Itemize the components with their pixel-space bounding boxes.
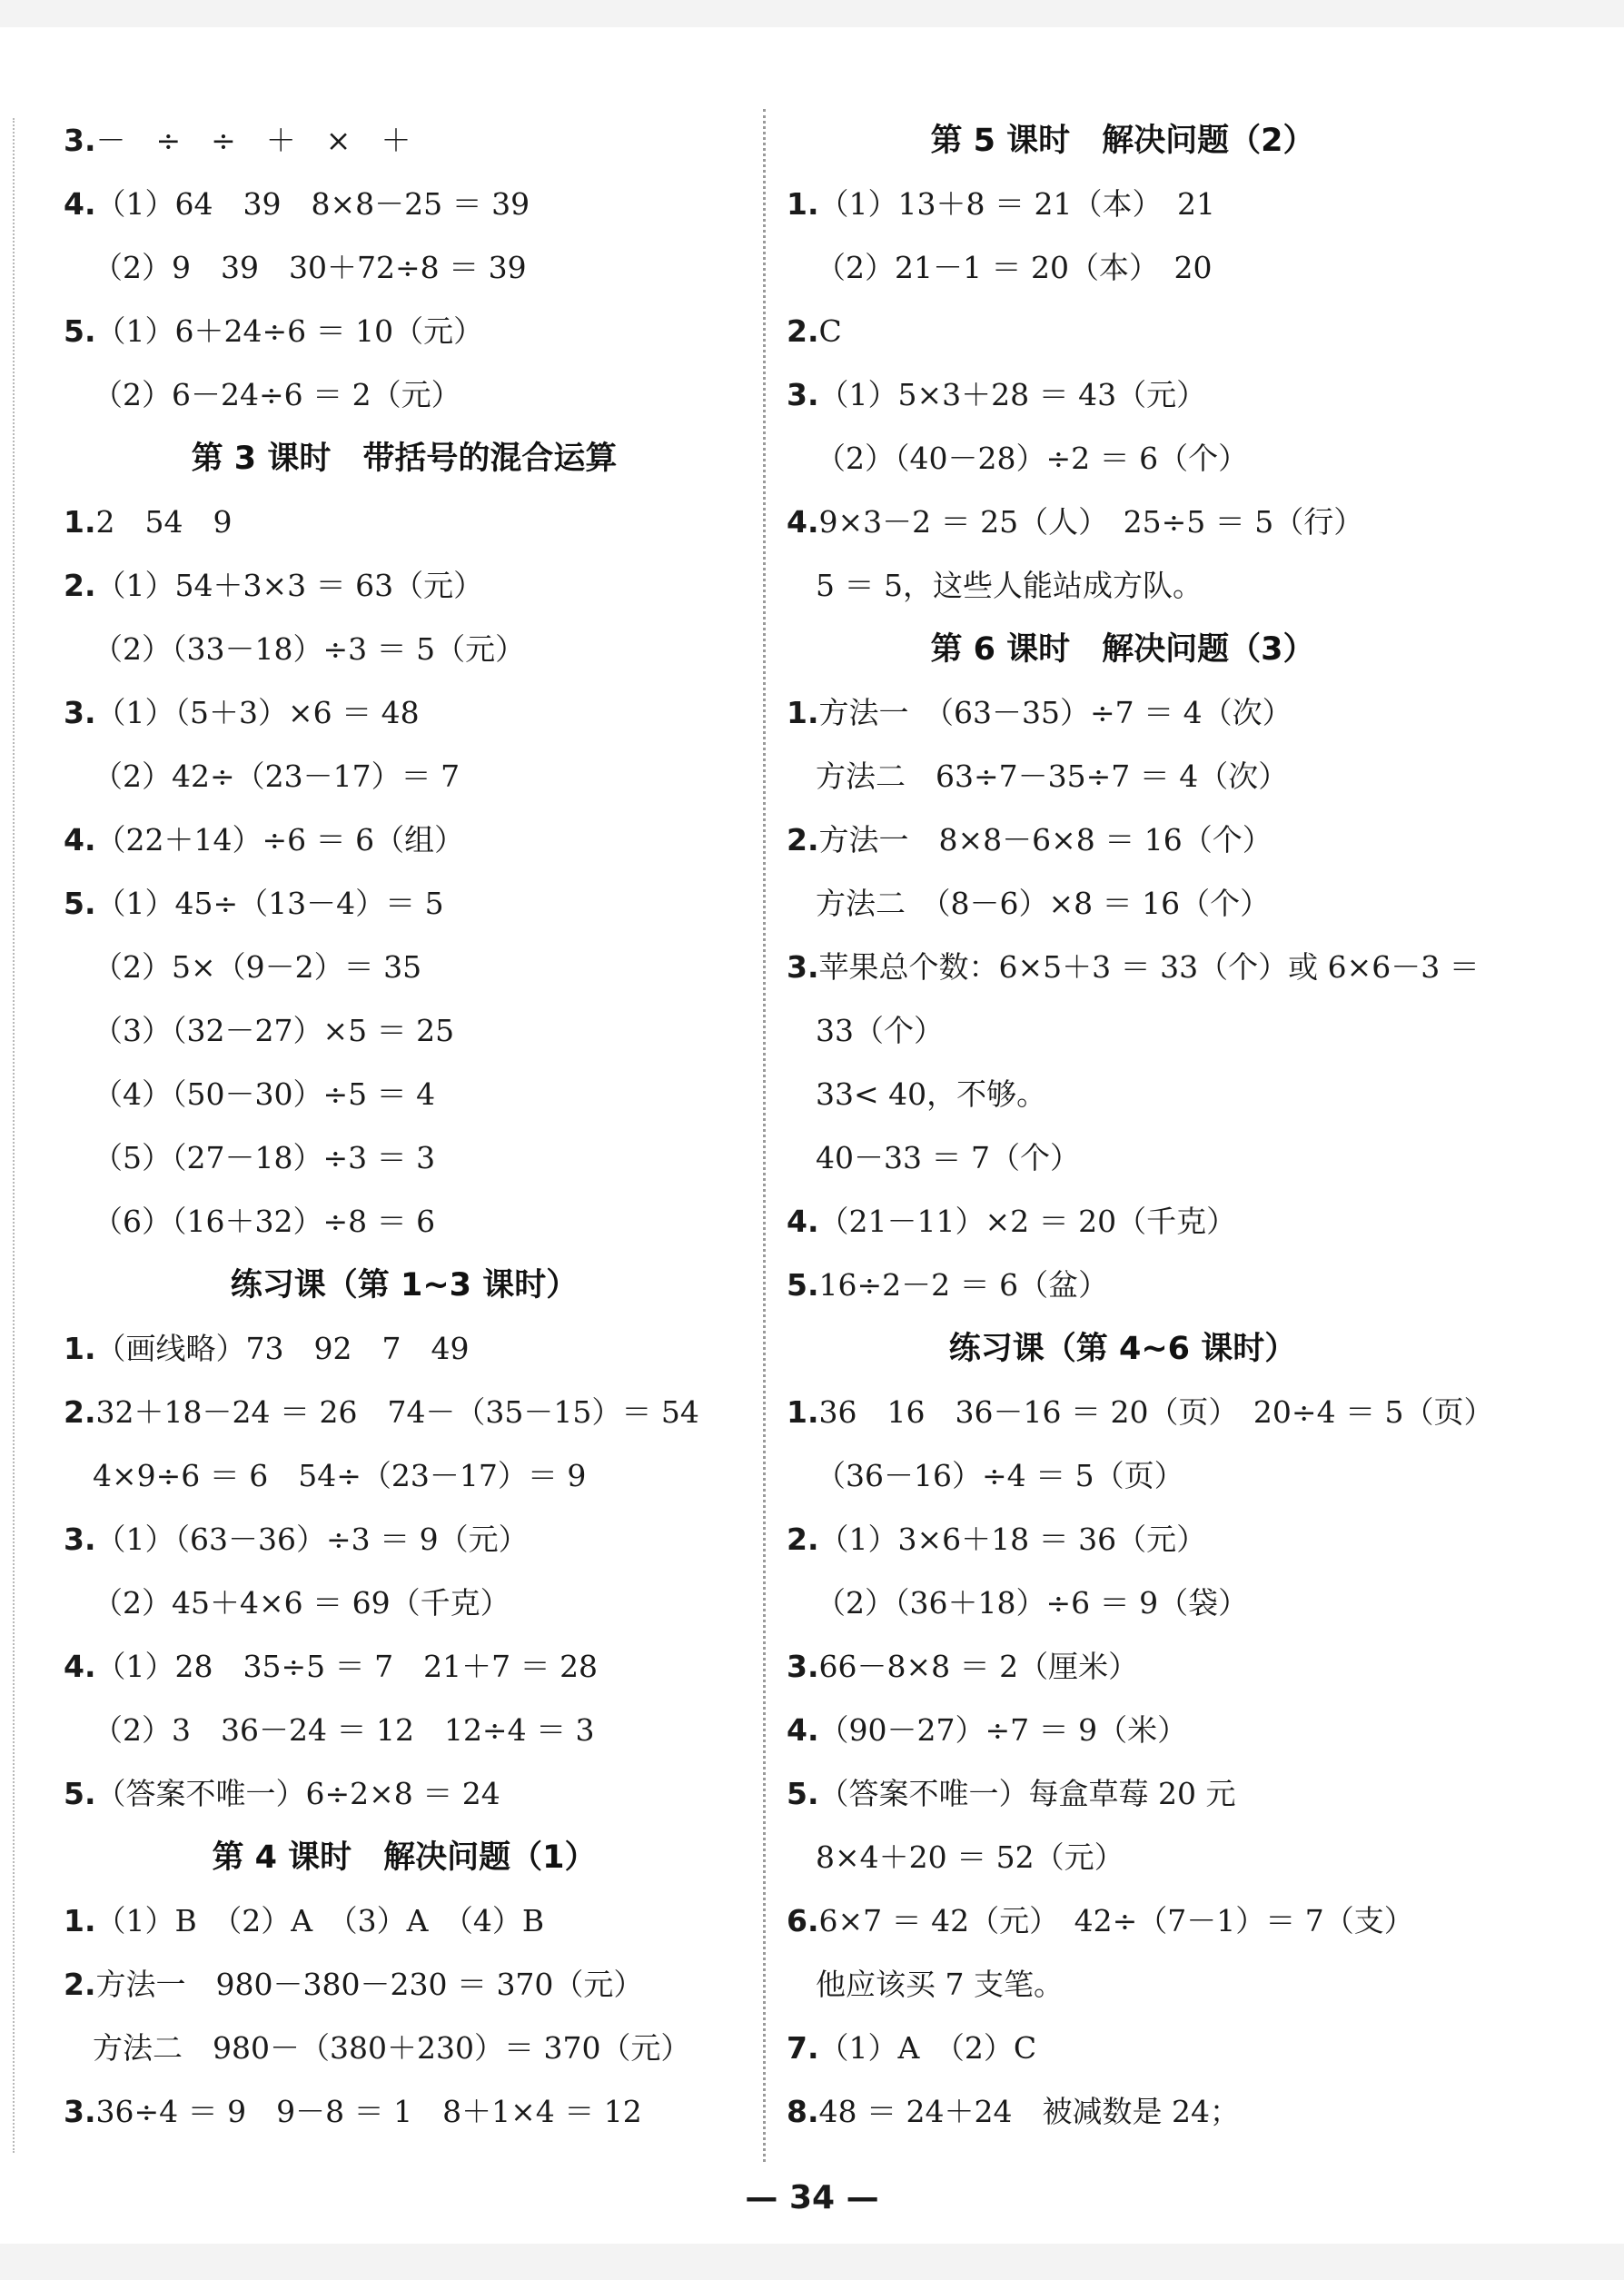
answer-line-continued [787,427,1459,491]
section-heading: 第 5 课时 解决问题（2） [930,123,1315,159]
answer-line-continued [64,1699,745,1762]
question-number: 3. [787,949,819,985]
question-number: 5. [64,313,96,349]
question-number: 1. [787,186,819,222]
question-number: 3. [64,695,96,730]
answer-text: 方法一 8×8－6×8 ＝ 16（个） [818,822,1272,857]
answer-line-continued [787,1953,1459,2017]
answer-line [64,2080,745,2144]
question-number: 2. [64,568,96,603]
answer-text: 6×7 ＝ 42（元） 42÷（7－1）＝ 7（支） [818,1903,1414,1938]
answer-line [787,1699,1459,1762]
answer-line-continued [787,554,1459,618]
page-bottom-band [0,2244,1624,2280]
answer-line-continued [787,872,1459,936]
answer-line [64,300,745,363]
answer-line-continued [787,1826,1459,1889]
answer-text: （答案不唯一）6÷2×8 ＝ 24 [95,1776,500,1811]
answer-line-continued [64,2017,745,2080]
answer-text: 方法二 63÷7－35÷7 ＝ 4（次） [816,758,1289,794]
question-number: 2. [64,1967,96,2002]
answer-line [64,109,745,173]
answer-text: 66－8×8 ＝ 2（厘米） [818,1649,1139,1684]
answer-text: 16÷2－2 ＝ 6（盆） [818,1267,1109,1303]
question-number: 4. [787,1204,819,1239]
answer-line [64,1762,745,1826]
question-number: 8. [787,2094,819,2129]
answer-text: （2）42÷（23－17）＝ 7 [93,758,460,794]
answer-line-continued [64,745,745,808]
answer-text: （1）45÷（13－4）＝ 5 [95,886,444,921]
question-number: 3. [787,377,819,412]
answer-line [64,491,745,554]
answer-line [787,1635,1459,1699]
question-number: 2. [787,313,819,349]
answer-text: 方法一 980－380－230 ＝ 370（元） [95,1967,644,2002]
page-top-band [0,0,1624,27]
section-heading: 第 4 课时 解决问题（1） [212,1839,597,1876]
section-heading: 第 6 课时 解决问题（3） [930,631,1315,668]
answer-text: （90－27）÷7 ＝ 9（米） [818,1712,1188,1748]
answer-text: （4）（50－30）÷5 ＝ 4 [93,1076,436,1112]
answer-line-continued [64,1444,745,1508]
section-heading: 第 3 课时 带括号的混合运算 [191,441,618,477]
answer-text: （2）（40－28）÷2 ＝ 6（个） [816,441,1249,476]
answer-text: （5）（27－18）÷3 ＝ 3 [93,1140,436,1175]
question-number: 3. [64,1522,96,1557]
answer-line-continued [787,236,1459,300]
question-number: 1. [64,504,96,540]
answer-line-continued [64,936,745,999]
answer-line-continued [64,1126,745,1190]
answer-line [787,300,1459,363]
answer-text: （2）（33－18）÷3 ＝ 5（元） [93,631,526,667]
answer-text: （1）28 35÷5 ＝ 7 21＋7 ＝ 28 [95,1649,599,1684]
answer-text: 4×9÷6 ＝ 6 54÷（23－17）＝ 9 [93,1458,587,1493]
answer-line [64,872,745,936]
answer-text: （2）3 36－24 ＝ 12 12÷4 ＝ 3 [93,1712,595,1748]
answer-text: 2 54 9 [95,504,233,540]
answer-text: 方法二 980－（380＋230）＝ 370（元） [93,2030,691,2066]
answer-text: 他应该买 7 支笔。 [816,1967,1064,2002]
answer-line-continued [64,999,745,1063]
answer-text: （2）（36＋18）÷6 ＝ 9（袋） [816,1585,1249,1621]
answer-text: （1）54＋3×3 ＝ 63（元） [95,568,484,603]
section-heading: 练习课（第 4~6 课时） [948,1331,1297,1367]
answer-text: （1）B （2）A （3）A （4）B [95,1903,545,1938]
question-number: 5. [64,886,96,921]
question-number: 5. [64,1776,96,1811]
question-number: 5. [787,1776,819,1811]
answer-text: （22＋14）÷6 ＝ 6（组） [95,822,465,857]
answer-text: （1）13＋8 ＝ 21（本） 21 [818,186,1215,222]
answer-line-continued [787,1571,1459,1635]
answer-text: 方法一 （63－35）÷7 ＝ 4（次） [818,695,1292,730]
answer-text: （21－11）×2 ＝ 20（千克） [818,1204,1237,1239]
answer-text: （1）64 39 8×8－25 ＝ 39 [95,186,530,222]
question-number: 3. [787,1649,819,1684]
answer-line [787,1381,1494,1444]
answer-line [787,808,1459,872]
answer-line-continued [64,618,745,681]
answer-line [787,1762,1459,1826]
question-number: 5. [787,1267,819,1303]
answer-line [787,936,1480,999]
question-number: 3. [64,123,96,158]
answer-text: 苹果总个数：6×5＋3 ＝ 33（个）或 6×6－3 ＝ [818,949,1480,985]
answer-line [64,554,745,618]
answer-line [787,1254,1459,1317]
answer-text: （1）（5＋3）×6 ＝ 48 [95,695,420,730]
answer-text: － ÷ ÷ ＋ × ＋ [95,123,411,158]
question-number: 4. [64,822,96,857]
answer-line [787,1889,1459,1953]
answer-text: 5 ＝ 5，这些人能站成方队。 [816,568,1203,603]
page-number: — 34 — [745,2179,879,2216]
answer-line-continued [64,1190,745,1254]
answer-text: （2）9 39 30＋72÷8 ＝ 39 [93,250,527,285]
answer-text: 36÷4 ＝ 9 9－8 ＝ 1 8＋1×4 ＝ 12 [95,2094,642,2129]
answer-text: （2）5×（9－2）＝ 35 [93,949,422,985]
answer-line [787,1508,1459,1571]
question-number: 2. [787,822,819,857]
answer-text: （2）6－24÷6 ＝ 2（元） [93,377,461,412]
answer-text: 36 16 36－16 ＝ 20（页） 20÷4 ＝ 5（页） [818,1394,1494,1430]
answer-text: （1）5×3＋28 ＝ 43（元） [818,377,1207,412]
question-number: 3. [64,2094,96,2129]
answer-line-continued [787,1063,1459,1126]
answer-line-continued [64,236,745,300]
answer-text: 8×4＋20 ＝ 52（元） [816,1839,1124,1875]
answer-line [787,363,1459,427]
answer-line-continued [64,363,745,427]
question-number: 2. [64,1394,96,1430]
answer-text: （36－16）÷4 ＝ 5（页） [816,1458,1184,1493]
margin-rule [13,118,15,2153]
answer-text: 40－33 ＝ 7（个） [816,1140,1080,1175]
answer-line [64,1889,745,1953]
question-number: 4. [64,1649,96,1684]
answer-line [787,2080,1459,2144]
answer-text: C [818,313,842,349]
answer-line-continued [787,1444,1459,1508]
question-number: 2. [787,1522,819,1557]
answer-text: （1）A （2）C [818,2030,1037,2066]
right-column [787,109,1494,2144]
answer-text: （6）（16＋32）÷8 ＝ 6 [93,1204,436,1239]
answer-line-continued [787,999,1459,1063]
question-number: 4. [787,504,819,540]
answer-text: （1）6＋24÷6 ＝ 10（元） [95,313,484,349]
question-number: 6. [787,1903,819,1938]
answer-text: （画线略）73 92 7 49 [95,1331,470,1366]
answer-line [787,2017,1459,2080]
section-heading: 练习课（第 1~3 课时） [230,1267,579,1304]
answer-line [64,681,745,745]
answer-line [64,808,745,872]
answer-line-continued [64,1063,745,1126]
answer-text: （1）3×6＋18 ＝ 36（元） [818,1522,1207,1557]
answer-line-continued [64,1571,745,1635]
answer-line [64,1635,745,1699]
answer-line [787,1190,1459,1254]
question-number: 1. [787,1394,819,1430]
answer-text: （2）21－1 ＝ 20（本） 20 [816,250,1213,285]
answer-text: 方法二 （8－6）×8 ＝ 16（个） [816,886,1271,921]
question-number: 1. [787,695,819,730]
question-number: 4. [787,1712,819,1748]
answer-line-continued [787,745,1459,808]
answer-text: （1）（63－36）÷3 ＝ 9（元） [95,1522,529,1557]
answer-line [787,173,1459,236]
answer-line [64,173,745,236]
answer-text: 33< 40，不够。 [816,1076,1047,1112]
answer-text: 32＋18－24 ＝ 26 74－（35－15）＝ 54 [95,1394,699,1430]
answer-text: （答案不唯一）每盒草莓 20 元 [818,1776,1236,1811]
answer-line-continued [787,1126,1459,1190]
answer-text: 33（个） [816,1013,944,1048]
column-divider [763,109,766,2162]
answer-line [64,1381,745,1444]
question-number: 4. [64,186,96,222]
answer-line [64,1953,745,2017]
left-column [64,109,745,2144]
answer-line [64,1317,745,1381]
answer-text: （3）（32－27）×5 ＝ 25 [93,1013,455,1048]
answer-text: 48 ＝ 24＋24 被减数是 24； [818,2094,1240,2129]
answer-text: 9×3－2 ＝ 25（人） 25÷5 ＝ 5（行） [818,504,1364,540]
question-number: 7. [787,2030,819,2066]
question-number: 1. [64,1903,96,1938]
answer-line [787,491,1459,554]
answer-line [787,681,1459,745]
answer-line [64,1508,745,1571]
answer-text: （2）45＋4×6 ＝ 69（千克） [93,1585,510,1621]
question-number: 1. [64,1331,96,1366]
